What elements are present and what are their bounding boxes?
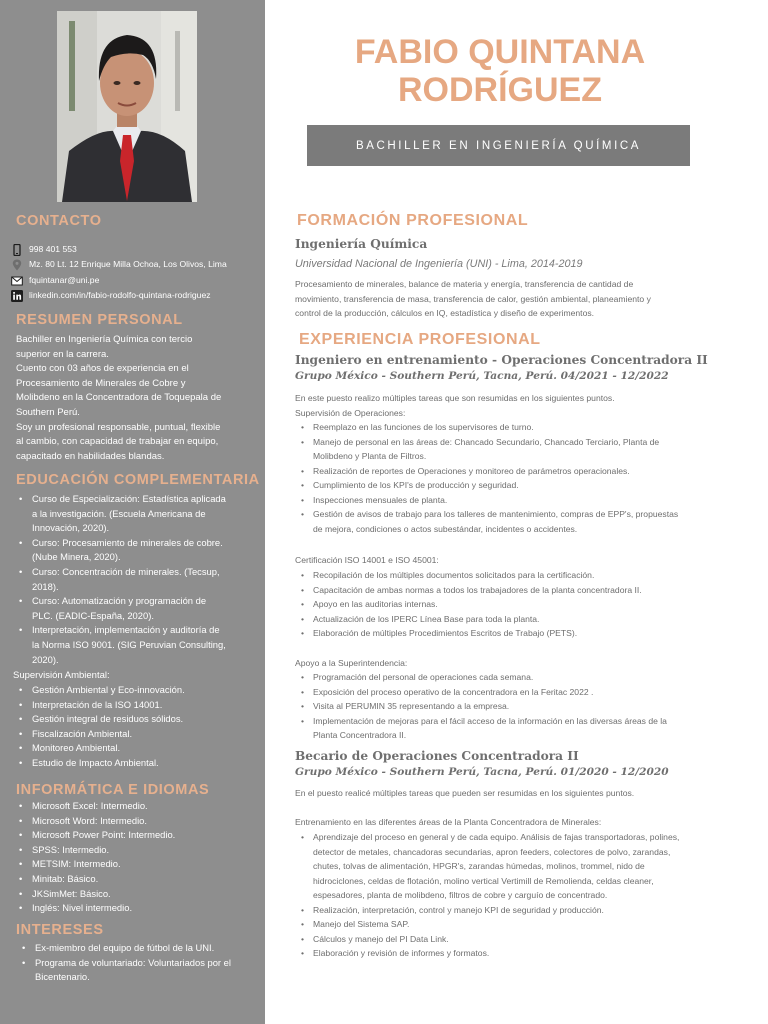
contact-phone: 998 401 553 — [29, 244, 77, 255]
item-line: • Elaboración y revisión de informes y formatos. — [313, 948, 490, 958]
course-line: • Curso: Concentración de minerales. (Tecsup, — [32, 565, 220, 577]
summary-line: Bachiller en Ingeniería Química con tercio — [16, 334, 193, 345]
env-item: • Fiscalización Ambiental. — [16, 727, 261, 742]
skill-item: • Microsoft Word: Intermedio. — [16, 814, 261, 829]
experience-title: EXPERIENCIA PROFESIONAL — [299, 331, 541, 348]
job2-item — [295, 917, 743, 932]
item-line: • Realización de reportes de Operaciones y monitoreo de parámetros operacionales. — [313, 465, 630, 476]
courses-list — [16, 492, 261, 667]
degree-description — [295, 277, 735, 321]
name-line-1: FABIO QUINTANA — [354, 33, 646, 71]
interests-list — [19, 941, 264, 985]
summary-line: al cambio, con capacidad de trabajar en equipo, — [16, 436, 219, 448]
superintendency-label: Apoyo a la Superintendencia: — [295, 658, 408, 668]
envelope-icon — [11, 275, 23, 287]
degree-desc-line: control de la producción, cálculos en IQ, estadística y diseño de experimentos. — [295, 308, 595, 318]
item-line: • Aprendizaje del proceso en general y de cada equipo. Análisis de fajas transportadoras, polines, — [313, 832, 680, 842]
contact-email-row[interactable] — [11, 274, 99, 287]
item-line: • Cumplimiento de los KPI's de producción y seguridad. — [313, 480, 519, 490]
job2-item — [295, 946, 743, 961]
course-line: • Curso: Automatización y programación de — [32, 595, 207, 607]
env-item: • Interpretación de la ISO 14001. — [16, 698, 261, 713]
name-line-2: RODRÍGUEZ — [398, 71, 602, 109]
skill-item: • Microsoft Power Point: Intermedio. — [16, 828, 261, 843]
item-line: detector de metales, chancadoras secundarias, apron feeders, colectores de polvo, zarandas, — [313, 846, 671, 857]
education-title: FORMACIÓN PROFESIONAL — [297, 212, 529, 229]
course-item — [16, 594, 261, 623]
contact-title: CONTACTO — [16, 213, 102, 229]
summary-text — [16, 333, 221, 464]
summary-title: RESUMEN PERSONAL — [16, 312, 183, 328]
sidebar — [0, 0, 265, 1024]
job1-ops-item — [295, 464, 743, 479]
contact-linkedin-row[interactable] — [11, 289, 211, 302]
it-languages-title: INFORMÁTICA E IDIOMAS — [16, 782, 210, 798]
summary-line: Procesamiento de Minerales de Cobre y — [16, 377, 186, 389]
job1-ops-item — [295, 420, 743, 435]
course-line: 2018). — [32, 580, 59, 592]
summary-line: Molibdeno en la Concentradora de Toquepala de — [16, 392, 222, 404]
iso-item: • Recopilación de los múltiples documentos solicitados para la certificación. — [295, 568, 743, 583]
env-item: • Estudio de Impacto Ambiental. — [16, 756, 261, 771]
env-supervision-label: Supervisión Ambiental: — [13, 670, 110, 681]
skill-item: • Microsoft Excel: Intermedio. — [16, 799, 261, 814]
superintendency-list — [295, 670, 743, 743]
course-item — [16, 565, 261, 594]
course-line: • Curso de Especialización: Estadística aplicada — [32, 493, 226, 504]
interests-title: INTERESES — [16, 922, 104, 938]
job1-ops-item — [295, 435, 743, 464]
iso-item: • Elaboración de múltiples Procedimientos Escritos de Trabajo (PETS). — [295, 626, 743, 641]
item-line: • Realización, interpretación, control y manejo KPI de seguridad y producción. — [313, 904, 604, 915]
skill-item: • SPSS: Intermedio. — [16, 843, 261, 858]
phone-icon — [11, 244, 23, 256]
iso-item: • Actualización de los IPERC Línea Base para toda la planta. — [295, 612, 743, 627]
item-line: • Manejo del Sistema SAP. — [313, 919, 410, 929]
sup-item — [295, 714, 743, 743]
contact-phone-row — [11, 243, 77, 256]
iso-label: Certificación ISO 14001 e ISO 45001: — [295, 555, 439, 565]
linkedin-icon — [11, 290, 23, 302]
iso-item: • Capacitación de ambas normas a todos los trabajadores de la planta concentradora II. — [295, 583, 743, 598]
course-line: • Interpretación, implementación y auditoría de — [32, 624, 220, 636]
item-line: • Visita al PERUMIN 35 representando a la empresa. — [313, 701, 510, 711]
interest-item — [19, 941, 264, 956]
item-line: • Exposición del proceso operativo de la concentradora en la Feritac 2022 . — [313, 686, 594, 697]
course-line: • Curso: Procesamiento de minerales de cobre. — [32, 536, 223, 548]
job2-company: Grupo México - Southern Perú, Tacna, Perú. 01/2020 - 12/2020 — [295, 766, 669, 778]
item-line: espesadores, planta de molibdeno, filtros de cobre y carguío de concentrado. — [313, 890, 608, 900]
job1-intro-line: Supervisión de Operaciones: — [295, 407, 406, 418]
item-line: • Inspecciones mensuales de planta. — [313, 494, 448, 505]
job2-training-label: Entrenamiento en las diferentes áreas de la Planta Concentradora de Minerales: — [295, 817, 602, 827]
job1-ops-item — [295, 493, 743, 508]
env-supervision-list — [16, 683, 261, 771]
contact-address-row — [11, 258, 227, 271]
item-line: Molibdeno y Planta de Filtros. — [313, 451, 427, 461]
course-line: 2020). — [32, 653, 59, 665]
location-pin-icon — [11, 259, 23, 271]
job1-company: Grupo México - Southern Perú, Tacna, Perú. 04/2021 - 12/2022 — [295, 370, 669, 382]
interest-line: • Ex-miembro del equipo de fútbol de la UNI. — [35, 942, 215, 953]
it-languages-list — [16, 799, 261, 916]
summary-line: Cuento con 03 años de experiencia en el — [16, 363, 189, 375]
job2-item — [295, 830, 743, 903]
iso-list — [295, 568, 743, 641]
job2-item — [295, 903, 743, 918]
iso-item: • Apoyo en las auditorias internas. — [295, 597, 743, 612]
job1-intro — [295, 391, 735, 420]
job1-ops-item — [295, 507, 743, 536]
education-extra-title: EDUCACIÓN COMPLEMENTARIA — [16, 472, 260, 488]
course-line: a la investigación. (Escuela Americana de — [32, 507, 206, 519]
contact-address: Mz. 80 Lt. 12 Enrique Milla Ochoa, Los Olivos, Lima — [29, 259, 227, 270]
course-line: Innovación, 2020). — [32, 522, 110, 534]
sup-item — [295, 670, 743, 685]
course-line: la Norma ISO 9001. (SIG Peruvian Consulting, — [32, 638, 226, 650]
interest-line: • Programa de voluntariado: Voluntariados por el — [35, 956, 231, 968]
job1-operations-list — [295, 420, 743, 536]
degree-desc-line: movimiento, transferencia de masa, transferencia de calor, gestión ambiental, planeamiento y — [295, 293, 651, 304]
item-line: hidrociclones, celdas de flotación, molino vertical Vertimill de Remolienda, celdas cleaner, — [313, 875, 654, 886]
contact-linkedin[interactable]: linkedin.com/in/fabio-rodolfo-quintana-rodriguez — [29, 290, 211, 301]
item-line: de mejora, condiciones o actos subestándar, incidentes o accidentes. — [313, 523, 578, 534]
role-banner: BACHILLER EN INGENIERÍA QUÍMICA — [307, 125, 690, 166]
course-line: PLC. (EADIC-España, 2020). — [32, 609, 154, 621]
skill-item: • Inglés: Nivel intermedio. — [16, 901, 261, 916]
profile-photo — [57, 11, 197, 202]
job2-list — [295, 830, 743, 961]
job1-title: Ingeniero en entrenamiento - Operaciones Concentradora II — [295, 353, 708, 367]
job2-title: Becario de Operaciones Concentradora II — [295, 749, 579, 763]
env-item: • Monitoreo Ambiental. — [16, 741, 261, 756]
course-line: (Nube Minera, 2020). — [32, 551, 121, 563]
skill-item: • METSIM: Intermedio. — [16, 857, 261, 872]
degree: Ingeniería Química — [295, 237, 428, 251]
env-item: • Gestión integral de residuos sólidos. — [16, 712, 261, 727]
interest-line: Bicentenario. — [35, 971, 90, 983]
job1-ops-item — [295, 478, 743, 493]
degree-desc-line: Procesamiento de minerales, balance de materia y energía, transferencia de cantidad de — [295, 279, 634, 289]
profile-photo-illustration — [57, 11, 197, 202]
university: Universidad Nacional de Ingeniería (UNI) - Lima, 2014-2019 — [295, 258, 583, 270]
item-line: chutes, tolvas de alimentación, HPGR's, zarandas húmedas, molinos, trommel, nido de — [313, 861, 645, 871]
job1-intro-line: En este puesto realizo múltiples tareas que son resumidas en los siguientes puntos. — [295, 393, 615, 403]
sup-item — [295, 699, 743, 714]
skill-item: • Minitab: Básico. — [16, 872, 261, 887]
item-line: • Cálculos y manejo del PI Data Link. — [313, 933, 449, 944]
candidate-name — [265, 33, 735, 109]
item-line: • Manejo de personal en las áreas de: Chancado Secundario, Chancado Terciario, Planta de — [313, 436, 660, 447]
item-line: • Programación del personal de operaciones cada semana. — [313, 672, 534, 682]
summary-line: superior en la carrera. — [16, 348, 109, 360]
summary-line: capacitado en habilidades blandas. — [16, 450, 165, 462]
env-item: • Gestión Ambiental y Eco-innovación. — [16, 683, 261, 698]
item-line: • Gestión de avisos de trabajo para los talleres de mantenimiento, compras de EPP's, propuestas — [313, 509, 679, 519]
sup-item — [295, 685, 743, 700]
summary-line: Southern Perú. — [16, 406, 80, 418]
job2-intro: En el puesto realicé múltiples tareas que pueden ser resumidas en los siguientes puntos. — [295, 788, 635, 798]
item-line: • Reemplazo en las funciones de los supervisores de turno. — [313, 422, 534, 432]
summary-line: Soy un profesional responsable, puntual, flexible — [16, 421, 221, 433]
job2-item — [295, 932, 743, 947]
course-item — [16, 536, 261, 565]
skill-item: • JKSimMet: Básico. — [16, 887, 261, 902]
contact-email[interactable]: fquintanar@uni.pe — [29, 275, 100, 286]
item-line: Planta Concentradora II. — [313, 730, 407, 740]
course-item — [16, 623, 261, 667]
interest-item — [19, 956, 264, 985]
course-item — [16, 492, 261, 536]
item-line: • Implementación de mejoras para el fácil acceso de la información en las diversas áreas de la — [313, 715, 667, 726]
